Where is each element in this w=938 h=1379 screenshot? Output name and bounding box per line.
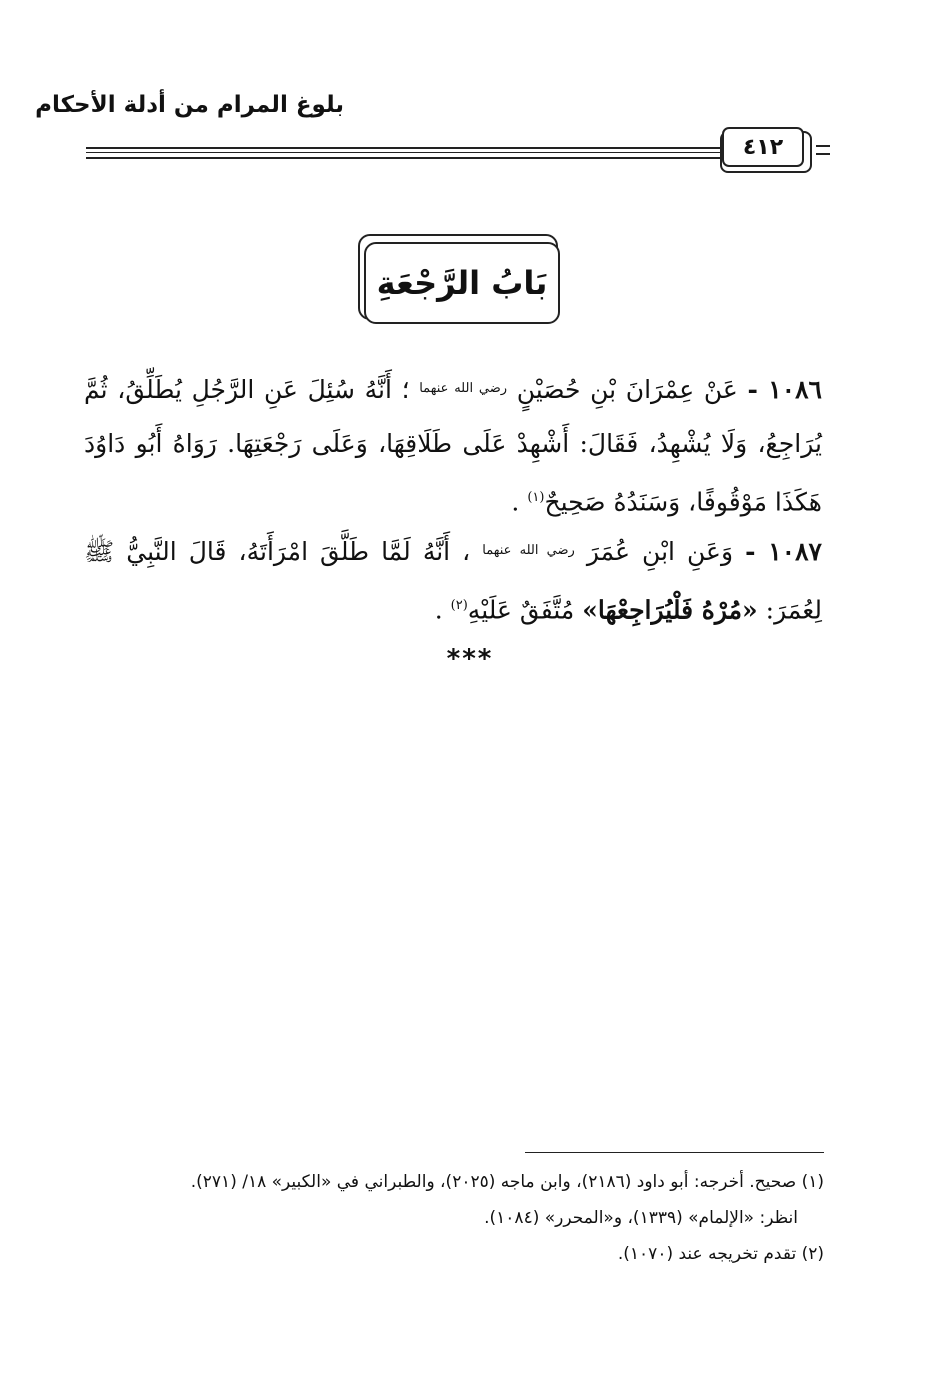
footnote-1: (١) صحيح. أخرجه: أبو داود (٢١٨٦)، وابن ماجه (٢٠٢٥)، والطبراني في «الكبير» ١٨/ (٢٧١). xyxy=(190,1172,824,1192)
hadith-text: عَنْ عِمْرَانَ بْنِ حُصَيْنٍ xyxy=(516,375,738,404)
hadith-end: . xyxy=(434,595,443,625)
hadith-text: وَعَنِ ابْنِ عُمَرَ xyxy=(586,537,734,566)
hadith-end: . xyxy=(511,487,520,517)
hadith-1086 xyxy=(84,362,822,529)
header-rule xyxy=(86,157,722,159)
chapter-title: بَابُ الرَّجْعَةِ xyxy=(364,242,560,324)
hadith-text: مُتَّفَقٌ عَلَيْهِ xyxy=(467,595,575,625)
footnote-2: (٢) تقدم تخريجه عند (١٠٧٠). xyxy=(617,1244,824,1264)
honorific: رضي الله عنهما xyxy=(419,381,508,396)
prophet-quote: «مُرْهُ فَلْيُرَاجِعْهَا» xyxy=(582,595,758,625)
footnotes xyxy=(84,1164,824,1272)
header-rule xyxy=(86,152,722,153)
hadith-text: ؛ أَنَّهُ سُئِلَ عَنِ الرَّجُلِ يُطَلِّقُ، ثُمَّ يُرَاجِعُ، وَلَا يُشْهِدُ، فَقَالَ: أَشْهِدْ عَلَى طَلَاقِهَا، وَعَلَى رَجْعَتِهَا. رَوَاهُ أَبُو دَاوُدَ هَكَذَا مَوْقُوفًا، وَسَنَدُهُ صَحِيحٌ xyxy=(84,375,822,517)
hadith-1087 xyxy=(84,524,822,637)
footnote-ref[interactable]: (١) xyxy=(527,490,545,505)
hadith-number: ١٠٨٦ - xyxy=(747,375,822,404)
hadith-number: ١٠٨٧ - xyxy=(745,537,822,566)
page-number: ٤١٢ xyxy=(722,127,804,167)
page-number-ornament xyxy=(816,145,830,161)
footnote-ref[interactable]: (٢) xyxy=(450,598,468,613)
footnote-rule xyxy=(525,1152,824,1153)
book-title: بلوغ المرام من أدلة الأحكام xyxy=(35,92,344,118)
section-separator: *** xyxy=(446,644,494,674)
hadith-text: ، أَنَّهُ لَمَّا طَلَّقَ امْرَأَتَهُ، قَالَ النَّبِيُّ ﷺ لِعُمَرَ: xyxy=(84,537,822,625)
honorific: رضي الله عنهما xyxy=(482,543,575,558)
header-rule xyxy=(86,147,722,149)
footnote-1-continued: انظر: «الإلمام» (١٣٣٩)، و«المحرر» (١٠٨٤). xyxy=(484,1208,798,1228)
